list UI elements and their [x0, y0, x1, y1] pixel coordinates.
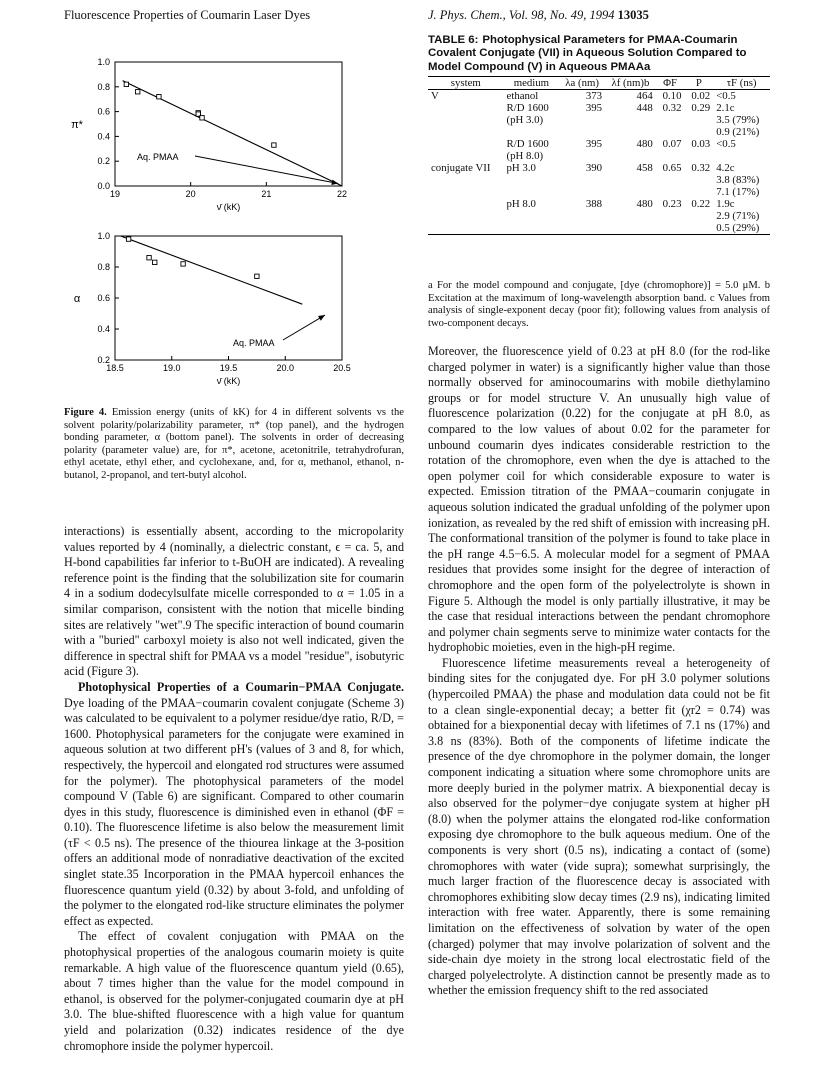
- table-row: [428, 210, 770, 222]
- table-cell: 0.02: [691, 90, 711, 102]
- table-cell: 2.9 (71%): [716, 210, 760, 222]
- table-cell: [656, 210, 685, 222]
- col-medium: medium: [513, 77, 550, 89]
- data-point: [147, 256, 151, 260]
- x-tick-label: 19.0: [162, 363, 181, 373]
- table-cell: [656, 126, 685, 138]
- table-cell: 395: [585, 102, 603, 114]
- table-cell: [559, 186, 605, 198]
- y-tick-label: 0.8: [97, 81, 110, 92]
- table-cell: [559, 114, 605, 126]
- table-cell: [428, 126, 504, 138]
- table-cell: [559, 126, 605, 138]
- right-paragraph-1: Moreover, the fluorescence yield of 0.23 at pH 8.0 (for the rod-like charged polymer in water) is a significantly higher value than those normally observed for aminocoumarins with mobile diethylamino groups or for model structure V. An unusually high value of fluorescence polarization (0.22) for the conjugate at pH 8.0, as compared to the low values of about 0.02 for the parameter for unbound coumarin dyes indicates considerable restriction to the rotation of the chromophore, even when the dye is attached to the open polymer coil for which considerable exposure to water is expected. Emission titration of the PMAA−coumarin conjugate in aqueous solution indicated the gradual unfolding of the polymer upon ionization, as revealed by the red shift of emission with increasing pH. The conformational transition of the polymer is found to take place in the pH range 4.5−6.5. A molecular model for a segment of PMAA residues that provides some insight for the degree of interaction of chromophore and the open form of the polyelectrolyte is shown in Figure 5. Although the model is only partially illustrative, it may be the case that residual interactions between the pendant chromophore and polymer chain segments serve to minimize water contacts for the hydrophobic moieties, even in the high-pH regime.: [428, 344, 770, 655]
- table-row: [428, 222, 770, 235]
- table-cell: <0.5: [716, 90, 736, 102]
- table-cell: 1.9c: [716, 198, 735, 210]
- table-footnote: a For the model compound and conjugate, [dye (chromophore)] = 5.0 μM. b Excitation at the maximum of long-wavelength absorption band. c Values from analysis of single-exponent decay (poor fit); following values from analysis of two-component decays.: [428, 280, 770, 329]
- y-axis-label: π*: [71, 119, 83, 131]
- table-row: [428, 150, 770, 162]
- table-cell: 0.10: [662, 90, 682, 102]
- col-tau-f: τF (ns): [726, 77, 757, 89]
- table-cell: [428, 150, 504, 162]
- data-point: [157, 95, 161, 99]
- table-row: [428, 138, 770, 150]
- data-point: [272, 143, 276, 147]
- y-tick-label: 1.0: [97, 231, 110, 241]
- table-cell: 448: [636, 102, 653, 114]
- table-cell: [428, 138, 504, 150]
- col-p: P: [695, 77, 702, 89]
- data-point: [124, 82, 128, 86]
- table-cell: [428, 222, 504, 235]
- data-point: [255, 274, 259, 278]
- y-tick-label: 0.4: [97, 324, 110, 334]
- table-cell: 373: [585, 90, 603, 102]
- running-header-title: Fluorescence Properties of Coumarin Laser Dyes: [64, 8, 311, 22]
- y-tick-label: 0.6: [97, 106, 110, 117]
- left-paragraph-1: interactions) is essentially absent, according to the micropolarity values reported by 4 (nominally, a dielectric constant, ϵ = ca. 5, and H-bond capabilities far inferior to t-BuOH are indicated). A revealing reference point is the finding that the solubilization site for coumarin 4 in a sodium dodecylsulfate micelle corresponded to α = 1.05 in a similar comparison, consistent with the notion that micelle binding sites are relatively "wet".9 The specific interaction of bound coumarin with a "buried" carboxyl moiety is also not well indicated, given the difference in spectral shift for PMAA vs a model "residue", isobutyric acid (Figure 3).: [64, 524, 404, 679]
- table-cell: [684, 174, 713, 186]
- section-heading: Photophysical Properties of a Coumarin−PMAA Conjugate.: [78, 679, 404, 694]
- left-paragraph-2: [64, 680, 404, 930]
- table-cell: [559, 210, 605, 222]
- x-axis-label: ν̄ (kK): [216, 376, 241, 386]
- table-cell: 0.32: [662, 102, 682, 114]
- figure-4-plots: [60, 50, 380, 400]
- table-cell: (pH 8.0): [506, 150, 544, 162]
- table-title: [428, 34, 770, 74]
- table-row: [428, 114, 770, 126]
- table-cell: [504, 222, 560, 235]
- table-cell: [656, 174, 685, 186]
- table-cell: ethanol: [506, 90, 539, 102]
- table-cell: [605, 126, 656, 138]
- table-cell: [684, 222, 713, 235]
- table-cell: [656, 186, 685, 198]
- y-tick-label: 0.6: [97, 293, 110, 303]
- y-tick-label: 0.8: [97, 262, 110, 272]
- table-row: [428, 186, 770, 198]
- table-cell: [559, 174, 605, 186]
- table-cell: 0.32: [691, 162, 711, 174]
- table-cell: [504, 126, 560, 138]
- table-cell: [605, 150, 656, 162]
- table-cell: [428, 210, 504, 222]
- table-cell: V: [431, 90, 439, 102]
- table-cell: [684, 150, 713, 162]
- table-6: [428, 76, 770, 235]
- annotation-arrow: [283, 315, 325, 340]
- table-cell: [684, 186, 713, 198]
- table-cell: R/D 1600: [506, 138, 549, 150]
- table-cell: 2.1c: [716, 102, 735, 114]
- table-cell: 0.29: [691, 102, 711, 114]
- table-cell: 388: [585, 198, 603, 210]
- table-cell: [504, 186, 560, 198]
- table-cell: 0.07: [662, 138, 682, 150]
- left-column: [64, 524, 404, 1054]
- figure-caption: [64, 407, 404, 483]
- x-tick-label: 18.5: [106, 363, 124, 373]
- right-paragraph-2: Fluorescence lifetime measurements reveal a heterogeneity of binding sites for the conjugated dye. For pH 3.0 polymer solutions (hypercoiled PMAA) the phase and modulation data could not be fit to a clean single-exponential decay; a better fit (χr2 = 0.74) was obtained for a biexponential decay with lifetimes of 7.1 ns (17%) and 3.8 ns (83%). Both of the components of lifetime indicate the presence of the dye chromophore in the polymer domain, the longer component indicating a situation where some chromophore units are more deeply buried in the polymer matrix. A biexponential decay is also observed for the polymer−dye conjugate system at higher pH (8.0) when the polymer attains the elongated rod-like conformation exposing dye chromophore to the bulk aqueous medium. One of the components is very short (0.5 ns), indicating a contact of (some) chromophores with water (vide supra); somewhat surprisingly, the much larger fraction of the fluorescence decay is associated with chromophores exhibiting slow decay times (2.9 ns), indicating limited interaction with free water. Apparently, there is some remaining limitation on the effectiveness of solvation by water of the open (charged) polymer that may involve polarization of solvent and the side-chain dye moiety in the strong local electrostatic field of the charged polyelectrolyte. A distinction cannot be presently made as to whether the emission frequency shift to the red associated: [428, 655, 770, 998]
- table-label: TABLE 6:: [428, 34, 479, 46]
- y-axis-label: α: [73, 293, 81, 305]
- table-header-row: [428, 77, 770, 90]
- annotation-label: Aq. PMAA: [233, 338, 275, 348]
- table-cell: [684, 210, 713, 222]
- table-cell: 480: [636, 198, 653, 210]
- table-cell: [605, 222, 656, 235]
- x-tick-label: 21: [261, 189, 272, 199]
- table-cell: pH 8.0: [506, 198, 536, 210]
- x-tick-label: 19: [109, 189, 121, 199]
- col-system: system: [450, 77, 481, 89]
- table-cell: 0.65: [662, 162, 682, 174]
- table-cell: 390: [585, 162, 603, 174]
- annotation-arrow: [195, 156, 338, 184]
- figure-caption-text: Emission energy (units of kK) for 4 in different solvents vs the solvent polarity/polarizability parameter, π* (top panel), and the hydrogen bonding parameter, α (bottom panel). The solvents in order of decreasing polarity (parameter value) are, for π*, acetone, acetonitrile, tetrahydrofuran, ethyl acetate, ethyl ether, and cyclohexane, and, for α, methanol, ethanol, n-butanol, 2-propanol, and tert-butyl alcohol.: [64, 407, 404, 481]
- table-cell: [656, 114, 685, 126]
- table-cell: [605, 210, 656, 222]
- x-tick-label: 20.5: [333, 363, 351, 373]
- table-row: [428, 102, 770, 114]
- table-cell: 458: [636, 162, 653, 174]
- table-row: [428, 90, 770, 103]
- table-cell: [684, 114, 713, 126]
- arrow-head: [318, 315, 325, 321]
- fit-line: [121, 236, 303, 304]
- table-row: [428, 174, 770, 186]
- table-cell: pH 3.0: [506, 162, 536, 174]
- table-cell: 3.8 (83%): [716, 174, 760, 186]
- table-cell: R/D 1600: [506, 102, 549, 114]
- table-cell: [428, 102, 504, 114]
- col-lambda-f: λf (nm)b: [611, 77, 650, 89]
- table-cell: 7.1 (17%): [716, 186, 760, 198]
- table-row: [428, 198, 770, 210]
- x-axis-label: ν̄ (kK): [216, 202, 241, 212]
- x-tick-label: 22: [336, 189, 348, 199]
- table-cell: [428, 186, 504, 198]
- journal-name: J. Phys. Chem.,: [428, 8, 506, 22]
- y-tick-label: 0.4: [97, 131, 110, 142]
- table-cell: [605, 186, 656, 198]
- table-cell: 0.9 (21%): [716, 126, 760, 138]
- table-cell: [656, 150, 685, 162]
- table-cell: [605, 114, 656, 126]
- table-cell: 0.22: [691, 198, 711, 210]
- table-cell: [559, 222, 605, 235]
- plot-frame: [115, 236, 342, 360]
- table-cell: [428, 174, 504, 186]
- table-cell: [605, 174, 656, 186]
- table-cell: 3.5 (79%): [716, 114, 760, 126]
- table-row: [428, 126, 770, 138]
- table-row: [428, 162, 770, 174]
- table-cell: [656, 222, 685, 235]
- x-tick-label: 20: [185, 189, 196, 199]
- table-cell: 0.03: [691, 138, 711, 150]
- left-paragraph-2-text: Dye loading of the PMAA−coumarin covalent conjugate (Scheme 3) was calculated to be equivalent to a polymer residue/dye ratio, R/D, = 1600. Photophysical parameters for the conjugate were examined in aqueous solution at two different pH's (values of 3 and 8, for which, respectively, the hypercoil and elongated rod structures were assumed for the polymer). The photophysical parameters of the model compound V (Table 6) are significant. Compared to other coumarin dyes in this study, fluorescence is diminished even in ethanol (ΦF = 0.10). The fluorescence lifetime is also below the measurement limit (τF < 0.5 ns). The presence of the thiourea linkage at the 3-position offers an additional mode of nonradiative deactivation of the excited singlet state.35 Incorporation in the PMAA hypercoil enhances the fluorescence quantum yield (0.32) by about 3-fold, and unfolding of the polymer to the elongated rod-like structure eliminates the polymer effect as expected.: [64, 695, 404, 928]
- table-cell: [559, 150, 605, 162]
- page-number: 13035: [617, 8, 649, 22]
- y-tick-label: 0.2: [97, 156, 110, 167]
- x-tick-label: 20.0: [276, 363, 295, 373]
- journal-volume: Vol. 98, No. 49, 1994: [508, 8, 615, 22]
- right-column: [428, 344, 770, 999]
- table-cell: [504, 174, 560, 186]
- table-title-text: Photophysical Parameters for PMAA-Coumarin Covalent Conjugate (VII) in Aqueous Solution Compared to Model Compound (V) in Aqueous PMAAa: [428, 34, 747, 73]
- table-cell: <0.5: [716, 138, 736, 150]
- data-point: [200, 116, 204, 120]
- data-point: [153, 260, 157, 264]
- table-cell: (pH 3.0): [506, 114, 544, 126]
- left-paragraph-3: The effect of covalent conjugation with PMAA on the photophysical properties of the analogous coumarin moiety is quite remarkable. A high value of the fluorescence quantum yield (0.65), about 7 times higher than the value for the model compound in ethanol, is observed for the polymer-conjugated coumarin dye at pH 3.0. The blue-shifted fluorescence with a high value for quantum yield and polarization (0.32) indicates residence of the dye chromophore inside the polymer hypercoil.: [64, 929, 404, 1053]
- table-cell: [504, 210, 560, 222]
- table-cell: conjugate VII: [431, 162, 491, 174]
- table-cell: 395: [585, 138, 603, 150]
- table-cell: [428, 114, 504, 126]
- table-cell: 464: [636, 90, 653, 102]
- x-tick-label: 19.5: [219, 363, 238, 373]
- table-cell: 4.2c: [716, 162, 735, 174]
- y-tick-label: 0.0: [97, 181, 110, 191]
- data-point: [181, 262, 185, 266]
- y-tick-label: 0.2: [97, 355, 110, 365]
- table-cell: [428, 198, 504, 210]
- data-point: [136, 90, 140, 94]
- col-lambda-a: λa (nm): [565, 77, 600, 89]
- running-header-journal: [428, 8, 649, 23]
- table-cell: 0.23: [662, 198, 682, 210]
- y-tick-label: 1.0: [97, 57, 110, 67]
- table-cell: [713, 150, 770, 162]
- col-phi-f: ΦF: [663, 77, 678, 89]
- annotation-label: Aq. PMAA: [137, 152, 179, 162]
- table-cell: 480: [636, 138, 653, 150]
- plot-frame: [115, 62, 342, 186]
- data-point: [126, 237, 130, 241]
- fit-line: [123, 81, 342, 186]
- table-cell: 0.5 (29%): [716, 222, 760, 234]
- table-cell: [684, 126, 713, 138]
- figure-caption-label: Figure 4.: [64, 407, 107, 418]
